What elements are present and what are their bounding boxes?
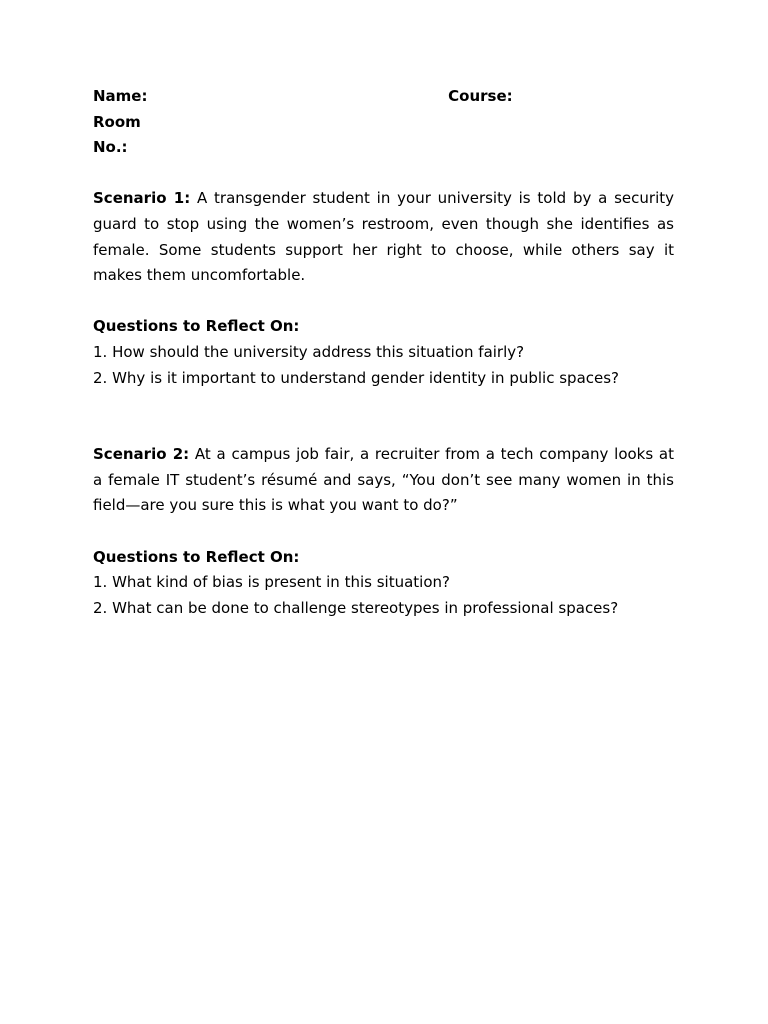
course-label: Course:	[448, 87, 513, 105]
room-label: Room	[93, 112, 141, 131]
scenario-2-question-1: 1. What kind of bias is present in this situation?	[93, 573, 450, 592]
scenario-2-text: At a campus job fair, a recruiter from a tech company looks at a female IT student’s résumé and says, “You don’t see many women in this field—are you sure this is what you want to do?”	[93, 445, 675, 515]
name-label: Name:	[93, 87, 148, 105]
scenario-1-paragraph	[93, 186, 674, 288]
scenario-2-heading: Scenario 2:	[93, 445, 190, 464]
document-page	[93, 84, 674, 621]
no-label: No.:	[93, 138, 128, 157]
scenario-1-question-1: 1. How should the university address this situation fairly?	[93, 342, 525, 361]
scenario-1-questions-heading: Questions to Reflect On:	[93, 317, 300, 336]
header-fields	[93, 84, 674, 161]
scenario-2-question-2: 2. What can be done to challenge stereotypes in professional spaces?	[93, 598, 619, 617]
scenario-2-paragraph	[93, 442, 674, 519]
scenario-1-heading: Scenario 1:	[93, 189, 191, 208]
scenario-1-text: A transgender student in your university is told by a security guard to stop using the women’s restroom, even though she identifies as female. Some students support her right to choose, while others say it makes them uncomfortable.	[93, 189, 674, 285]
scenario-2-questions-heading: Questions to Reflect On:	[93, 547, 300, 566]
scenario-1-question-2: 2. Why is it important to understand gender identity in public spaces?	[93, 368, 620, 387]
